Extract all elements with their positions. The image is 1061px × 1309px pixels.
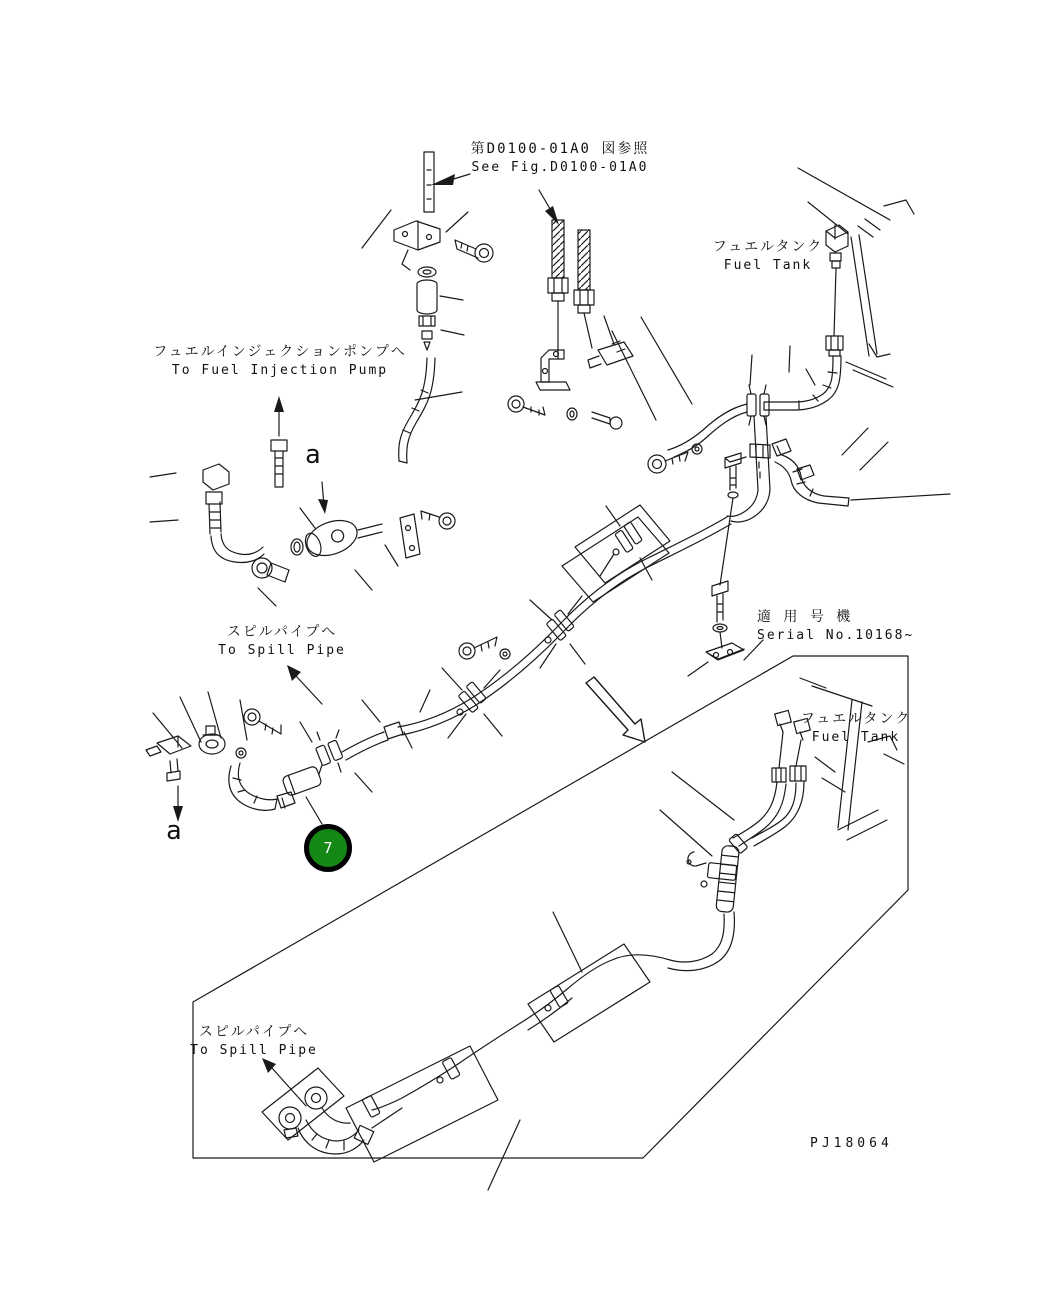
section-marker-a-upper: a: [305, 440, 321, 470]
fuel-tank-right-label: フュエルタンク Fuel Tank: [800, 711, 912, 746]
spill-pipe-mid-arrow: [287, 665, 322, 704]
serial-number-label: 適 用 号 機 Serial No.10168~: [757, 609, 915, 644]
left-elbow-cluster: [150, 464, 264, 563]
part-callout-7[interactable]: 7: [304, 824, 352, 872]
to-spill-pipe-mid-label: スピルパイプへ To Spill Pipe: [218, 624, 346, 659]
serial-bracket-group: [688, 453, 763, 676]
lower-hose-run: [346, 912, 650, 1190]
see-fig-jp: 第D0100-01A0 図参照: [470, 141, 650, 157]
to-injection-pump-label: フュエルインジェクションポンプへ To Fuel Injection Pump: [153, 344, 407, 379]
fuel-tank-top-label: フュエルタンク Fuel Tank: [712, 239, 824, 274]
see-fig-en: See Fig.D0100-01A0: [471, 160, 649, 176]
drawing-code: PJ18064: [810, 1136, 893, 1151]
bottom-spill-assembly: [262, 1058, 402, 1154]
section-marker-a-lower: a: [166, 816, 182, 846]
see-fig-reference-label: [440, 139, 680, 178]
section-a-upper-cluster: [252, 396, 455, 606]
fuel-hose-pair-group: [508, 220, 692, 429]
to-injection-pump-arrow-icon: [274, 396, 284, 412]
fuel-tank-top-outline: [798, 168, 914, 387]
tank-return-hose-group: [668, 346, 841, 522]
direction-arrow-icon: [586, 677, 645, 742]
injection-pump-fitting-group: [362, 210, 493, 463]
s-hose-group: [772, 428, 950, 506]
part7-fitting-cluster: [146, 690, 430, 824]
to-spill-pipe-bottom-label: スピルパイプへ To Spill Pipe: [190, 1024, 318, 1059]
section-a-upper-arrow-icon: [318, 499, 328, 514]
main-fuel-lines: [398, 444, 731, 738]
